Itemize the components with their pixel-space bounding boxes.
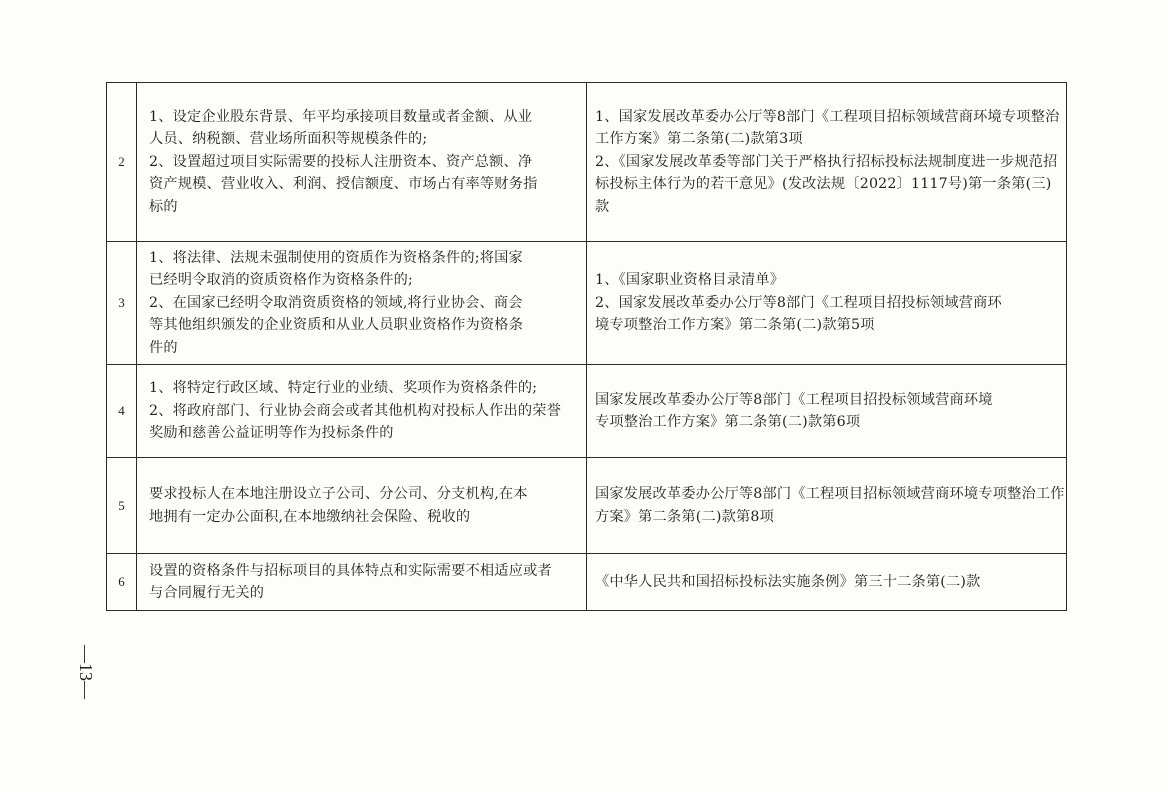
legal-basis-cell (587, 554, 1067, 611)
text-line: 已经明令取消的资质资格作为资格条件的; (149, 272, 413, 289)
text-line: 款 (595, 198, 610, 215)
text-line: 工作方案》第二条第(二)款第3项 (595, 131, 803, 148)
condition-cell (137, 458, 587, 554)
row-number: 6 (107, 554, 137, 611)
text-line: 2、在国家已经明令取消资质资格的领域,将行业协会、商会 (149, 294, 523, 311)
text-line: 2、设置超过项目实际需要的投标人注册资本、资产总额、净 (149, 153, 533, 170)
row-number: 4 (107, 365, 137, 458)
text-line: 资产规模、营业收入、利润、授信额度、市场占有率等财务指 (149, 176, 538, 193)
text-line: 国家发展改革委办公厅等8部门《工程项目招投标领域营商环境 (595, 391, 993, 408)
regulation-table (106, 82, 1067, 611)
row-number: 2 (107, 83, 137, 242)
text-line: 标投标主体行为的若干意见》(发改法规〔2022〕1117号)第一条第(三) (595, 176, 1052, 193)
text-line: 专项整治工作方案》第二条第(二)款第6项 (595, 414, 861, 430)
text-line: 1、国家发展改革委办公厅等8部门《工程项目招标领域营商环境专项整治 (595, 108, 1060, 125)
text-line: 国家发展改革委办公厅等8部门《工程项目招标领域营商环境专项整治工作 (595, 486, 1065, 502)
text-line: 2、《国家发展改革委等部门关于严格执行招标投标法规制度进一步规范招 (595, 153, 1058, 170)
row-number: 3 (107, 242, 137, 365)
text-line: 2、国家发展改革委办公厅等8部门《工程项目招投标领域营商环 (595, 294, 1002, 311)
text-line: 标的 (149, 198, 178, 215)
text-line: 要求投标人在本地注册设立子公司、分公司、分支机构,在本 (149, 486, 528, 502)
page-number: —13— (76, 645, 97, 699)
table-row (107, 554, 1067, 611)
table-row (107, 365, 1067, 458)
text-line: 1、将法律、法规未强制使用的资质作为资格条件的;将国家 (149, 249, 523, 266)
condition-cell (137, 83, 587, 242)
text-line: 件的 (149, 339, 178, 356)
table-row (107, 458, 1067, 554)
text-line: 方案》第二条第(二)款第8项 (595, 508, 774, 525)
text-line: 等其他组织颁发的企业资质和从业人员职业资格作为资格条 (149, 317, 524, 334)
text-line: 《中华人民共和国招标投标法实施条例》第三十二条第(二)款 (595, 573, 981, 590)
text-line: 地拥有一定办公面积,在本地缴纳社会保险、税收的 (149, 508, 471, 525)
condition-cell (137, 365, 587, 458)
text-line: 境专项整治工作方案》第二条第(二)款第5项 (595, 317, 875, 334)
text-line: 设置的资格条件与招标项目的具体特点和实际需要不相适应或者 (149, 562, 552, 579)
legal-basis-cell (587, 365, 1067, 458)
legal-basis-cell (587, 83, 1067, 242)
text-line: 奖励和慈善公益证明等作为投标条件的 (149, 425, 394, 442)
text-line: 人员、纳税额、营业场所面积等规模条件的; (149, 131, 428, 148)
text-line: 2、将政府部门、行业协会商会或者其他机构对投标人作出的荣誉 (149, 402, 562, 419)
table-row (107, 242, 1067, 365)
text-line: 与合同履行无关的 (149, 585, 265, 601)
text-line: 1、将特定行政区域、特定行业的业绩、奖项作为资格条件的; (149, 380, 538, 397)
row-number: 5 (107, 458, 137, 554)
text-line: 1、《国家职业资格目录清单》 (595, 272, 785, 289)
condition-cell (137, 554, 587, 611)
table-row (107, 83, 1067, 242)
legal-basis-cell (587, 242, 1067, 365)
condition-cell (137, 242, 587, 365)
legal-basis-cell (587, 458, 1067, 554)
text-line: 1、设定企业股东背景、年平均承接项目数量或者金额、从业 (149, 108, 533, 125)
